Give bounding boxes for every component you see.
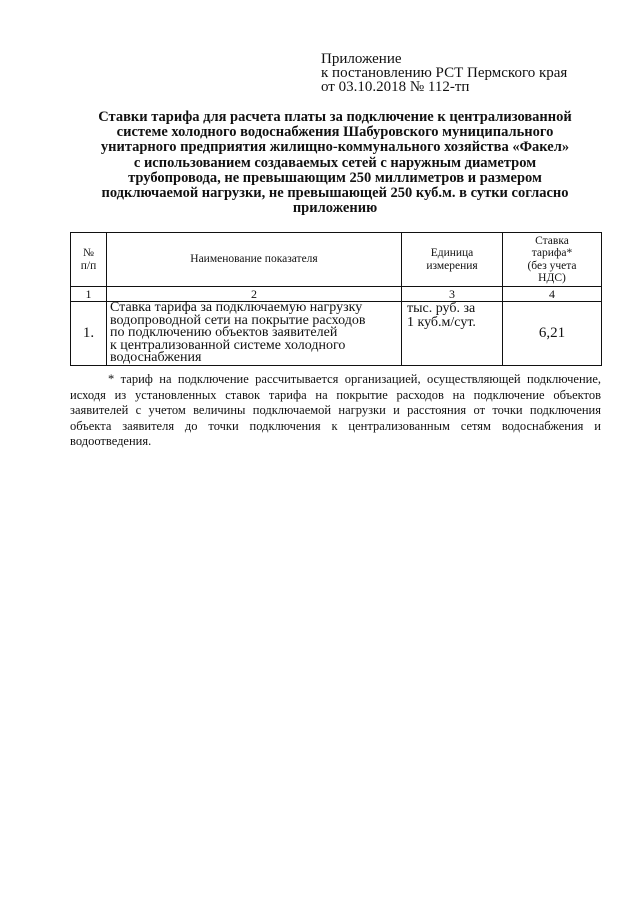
header-unit xyxy=(402,233,503,287)
row-name-line: по подключению объектов заявителей xyxy=(110,325,338,341)
row-name xyxy=(107,302,402,366)
header-unit-line: измерения xyxy=(426,259,478,272)
row-rate-value: 6,21 xyxy=(503,302,602,366)
header-rate-line: НДС) xyxy=(538,272,566,284)
title-line: Ставки тарифа для расчета платы за подключение к централизованной xyxy=(98,109,572,125)
column-number: 2 xyxy=(107,287,402,302)
title-line: подключаемой нагрузки, не превышающей 250 куб.м. в сутки согласно xyxy=(101,185,569,202)
row-name-line: Ставка тарифа за подключаемую нагрузку xyxy=(110,300,363,315)
title-line: с использованием создаваемых сетей с наружным диаметром xyxy=(133,154,537,171)
table-row xyxy=(71,302,602,366)
title-line: приложению xyxy=(292,200,378,217)
header-unit-line: Единица xyxy=(430,247,474,259)
document-title xyxy=(70,110,600,216)
row-name-line: к централизованной системе холодного xyxy=(110,337,346,353)
appendix-header xyxy=(321,52,567,94)
header-num xyxy=(71,233,107,287)
column-number: 4 xyxy=(503,287,602,302)
footnote-text: * тариф на подключение рассчитывается организацией, осуществляющей подключение, исходя из установленных ставок тарифа на покрытие расходов на подключение объектов заявителей с учетом величины подключаемой нагрузки и расстояния от точки подключения объекта заявителя до точки подключения к централизованным сетям водоснабжения и водоотведения. xyxy=(70,372,601,449)
footnote xyxy=(70,372,601,450)
appendix-resolution: к постановлению РСТ Пермского края xyxy=(321,65,568,81)
table-header-row xyxy=(71,233,602,287)
row-unit xyxy=(402,302,503,366)
header-rate-line: (без учета xyxy=(527,259,577,272)
title-line: системе холодного водоснабжения Шабуровского муниципального xyxy=(116,124,554,141)
tariff-table xyxy=(70,232,602,366)
header-rate-line: Ставка xyxy=(535,234,569,247)
row-unit-line: тыс. руб. за xyxy=(407,301,476,316)
header-rate-line: тарифа* xyxy=(531,247,573,259)
column-number: 3 xyxy=(402,287,503,302)
title-line: трубопровода, не превышающим 250 миллиметров и размером xyxy=(128,169,542,186)
row-name-line: водопроводной сети на покрытие расходов xyxy=(110,312,366,328)
header-name: Наименование показателя xyxy=(107,233,402,287)
column-number: 1 xyxy=(71,287,107,302)
title-line: унитарного предприятия жилищно-коммунального хозяйства «Факел» xyxy=(100,139,570,156)
row-name-line: водоснабжения xyxy=(110,350,202,366)
appendix-label: Приложение xyxy=(321,51,402,67)
row-unit-line: 1 куб.м/сут. xyxy=(407,314,476,330)
header-num-line: № xyxy=(83,247,94,259)
header-rate xyxy=(503,233,602,287)
appendix-date-number: от 03.10.2018 № 112-тп xyxy=(321,79,470,95)
header-num-line: п/п xyxy=(80,259,97,272)
row-number: 1. xyxy=(71,302,107,366)
